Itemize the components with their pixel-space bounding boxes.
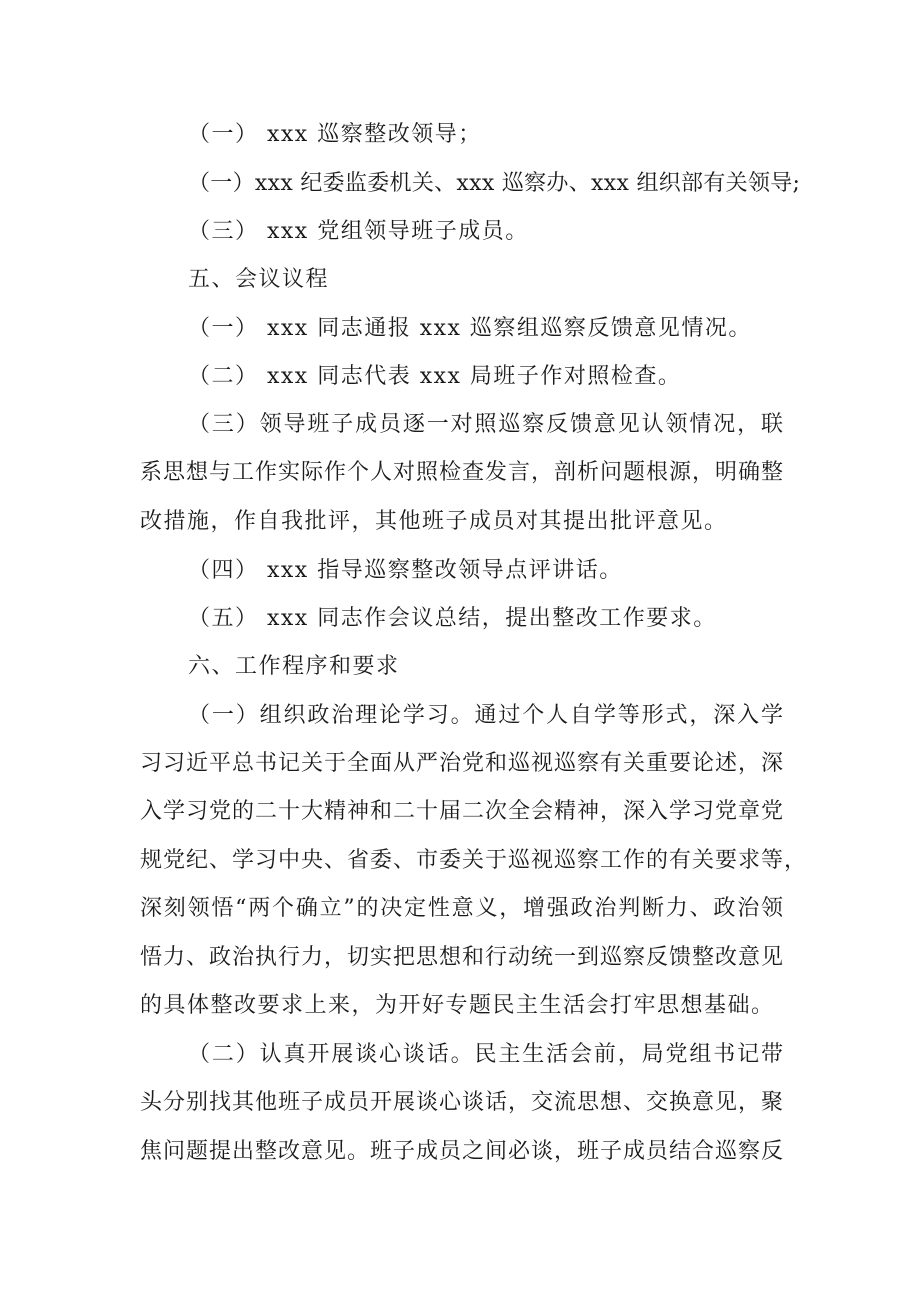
section-heading-agenda: 五、会议议程: [188, 267, 330, 292]
section-heading-procedure: 六、工作程序和要求: [188, 654, 400, 679]
agenda-item-3-line-1: （三）领导班子成员逐一对照巡察反馈意见认领情况，联: [188, 412, 784, 437]
procedure-item-1-line-1: （一）组织政治理论学习。通过个人自学等形式，深入学: [188, 703, 784, 728]
procedure-item-1-line-4: 规党纪、学习中央、省委、市委关于巡视巡察工作的有关要求等，: [140, 848, 808, 873]
agenda-item-5: （五） xxx 同志作会议总结，提出整改工作要求。: [188, 606, 717, 631]
agenda-item-3-line-3: 改措施，作自我批评，其他班子成员对其提出批评意见。: [140, 509, 728, 534]
attendee-item-1: （一） xxx 巡察整改领导；: [188, 122, 482, 147]
agenda-item-3-line-2: 系思想与工作实际作个人对照检查发言，剖析问题根源，明确整: [140, 460, 785, 485]
procedure-item-1-line-3: 入学习党的二十大精神和二十届二次全会精神，深入学习党章党: [140, 799, 785, 824]
attendee-item-2: （一）xxx 纪委监委机关、xxx 巡察办、xxx 组织部有关领导;: [188, 171, 801, 196]
procedure-item-1-line-7: 的具体整改要求上来，为开好专题民主生活会打牢思想基础。: [140, 993, 775, 1018]
procedure-item-2-line-3: 焦问题提出整改意见。班子成员之间必谈，班子成员结合巡察反: [140, 1139, 785, 1164]
procedure-item-1-line-5: 深刻领悟“两个确立”的决定性意义，增强政治判断力、政治领: [140, 896, 784, 921]
procedure-item-1-line-2: 习习近平总书记关于全面从严治党和巡视巡察有关重要论述，深: [140, 751, 785, 776]
procedure-item-2-line-1: （二）认真开展谈心谈话。民主生活会前，局党组书记带: [188, 1042, 784, 1067]
agenda-item-4: （四） xxx 指导巡察整改领导点评讲话。: [188, 558, 623, 583]
procedure-item-1-line-6: 悟力、政治执行力，切实把思想和行动统一到巡察反馈整改意见: [140, 945, 785, 970]
procedure-item-2-line-2: 头分别找其他班子成员开展谈心谈话，交流思想、交换意见，聚: [140, 1090, 785, 1115]
agenda-item-2: （二） xxx 同志代表 xxx 局班子作对照检查。: [188, 364, 682, 389]
attendee-item-3: （三） xxx 党组领导班子成员。: [188, 219, 529, 244]
agenda-item-1: （一） xxx 同志通报 xxx 巡察组巡察反馈意见情况。: [188, 316, 752, 341]
